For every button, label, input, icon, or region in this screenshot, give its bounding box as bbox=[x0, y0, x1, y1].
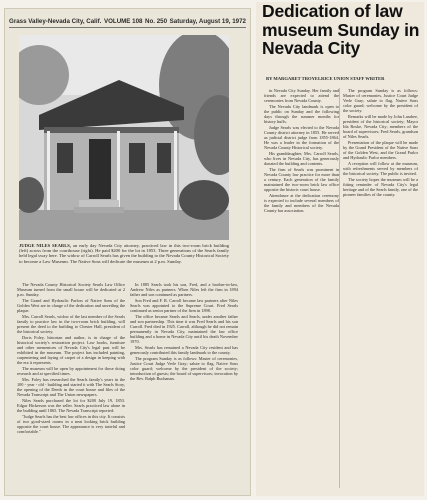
column-divider bbox=[339, 88, 340, 488]
paragraph: Doris Foley, historian and author, is in charge of the historical society's restoration project. Law books, furniture and other mementoes of Nevada City's legal past will be exhibited in the museum. The project has included painting, carpentering and laying of carpet of a design in keeping with the era it represents. bbox=[17, 335, 125, 365]
article-byline: BY MARGARET TROYELRICE UNION STAFF WRITER bbox=[266, 76, 385, 81]
article-column-1 bbox=[17, 282, 125, 494]
paragraph: The Nevada City landmark is open to the public on Sunday and the following days through the summer months for history buffs. bbox=[264, 104, 339, 124]
paragraph: Mrs. Carroll Searls, widow of the last member of the Searls family to practice law in the two-room brick building, will present the deed to the building to Chester Hall, president of the historical society. bbox=[17, 314, 125, 334]
caption-text: an early day Nevada City attorney, practiced law in this two-room brick building (left) across from the courthouse (right). He paid $200 for the lot in 1853. Three generations of the Searls family held legal sway here. The widow of Carroll Searls has given the building to the Nevada County Historical Society to become a Law Museum. The Native Sons will dedicate the museum at 2 p.m. Sunday. bbox=[19, 243, 229, 264]
newspaper-clipping-right bbox=[256, 2, 424, 496]
paragraph: Remarks will be made by John Larabee, president of the historical society; Mayor Ida Roske, Nevada City; members of the board of supervisors; Fred Searls, grandson of Niles Searls. bbox=[343, 114, 418, 139]
paragraph: The firm of Searls was prominent in Nevada County law practice for more than a century. Each generation of the family maintained the two-room brick law office opposite the historic court house. bbox=[264, 167, 339, 192]
paragraph: The society hopes the museum will be a fitting reminder of Nevada City's legal heritage and of the Searls family, one of the pioneer families of the county. bbox=[343, 177, 418, 197]
masthead-volume: VOLUME 108 bbox=[103, 17, 143, 25]
paragraph: In 1885 Searls took his son, Fred, and a brother-in-law, Andrew Niles as partners. When Niles left the firm in 1894 father and son continued as partners. bbox=[130, 282, 238, 297]
article-column-3 bbox=[264, 88, 339, 488]
paragraph: Mrs. Searls has remained a Nevada City resident and has generously contributed this family landmark to the county. bbox=[130, 345, 238, 355]
masthead-paper: Grass Valley-Nevada City, Calif. bbox=[9, 17, 102, 25]
paragraph: The museum will be open by appointment for those doing research and at specified times. bbox=[17, 366, 125, 376]
caption-lead: JUDGE NILES SEARLS, bbox=[19, 243, 71, 248]
paragraph: His granddaughter, Mrs. Carroll Searls, who lives in Nevada City, has generously donated the building and contents. bbox=[264, 151, 339, 166]
paragraph: Son Fred and F. R. Carroll became law partners after Niles Searls was appointed to the Supreme Court. Fred Searls continued as senior partner of the firm in 1898. bbox=[130, 298, 238, 313]
article-headline: Dedication of law museum Sunday in Nevada City bbox=[262, 2, 420, 58]
article-column-2 bbox=[130, 282, 238, 494]
paragraph: The office became Searls and Searls, under another father and son partnership. This time it was Fred Searls and his son Carroll. Fred died in 1925. Carroll, although he did not remain permanently in Nevada City, maintained the law office building and a home in Nevada City until his death November 1970. bbox=[130, 314, 238, 344]
masthead bbox=[9, 15, 246, 28]
paragraph: A reception will follow at the museum, with refreshments served by members of the historical society. The public is invited. bbox=[343, 161, 418, 176]
paragraph: Mrs. Foley has researched the Searls family's years in the 100 - year - old - building and started it with The Searls Story, the opening of the Deeds in the court house and files of the Nevada Transcript and The Union newspapers. bbox=[17, 377, 125, 397]
paragraph: The program Sunday is as follows: Master of ceremonies, Justice Court Judge Verle Gray; salute to flag, Native Sons color guard; welcome by the president of the society. bbox=[343, 88, 418, 113]
paragraph: Attendance at the dedication ceremony is expected to include several members of the family and members of the Nevada County bar association. bbox=[264, 193, 339, 213]
law-office-photo-illustration bbox=[19, 35, 229, 240]
paragraph: in Nevada City Sunday. Her family and friends are expected to attend the ceremonies from Nevada County. bbox=[264, 88, 339, 103]
paragraph: The Nevada County Historical Society Searls Law Office Museum turned from the small house will be dedicated at 2 p.m. Sunday. bbox=[17, 282, 125, 297]
paragraph: The program Sunday is as follows: Master of ceremonies, Justice Court Judge Verle Gray; salute to flag, Native Sons color guard; welcome by the president of the society; introduction of guests; the board of supervisors; invocation by the Rev. Ralph Buchanan. bbox=[130, 356, 238, 381]
paragraph: Niles Searls purchased the lot for $200 July 19, 1853. Edgar Hickerson was the seller. Searls practiced law alone in the building until 1865. The Nevada Transcript reported: bbox=[17, 398, 125, 413]
paragraph: Presentation of the plaque will be made by the Grand President of the Native Sons of the Golden West, and the Grand Parlor and Hydraulic Parlor members. bbox=[343, 140, 418, 160]
paragraph: Judge Searls was elected to the Nevada County district attorney in 1855. He served as judicial district judge from 1855-1864. He was a leader in the formation of the Nevada County Historical society. bbox=[264, 125, 339, 150]
law-office-photo bbox=[19, 35, 229, 240]
masthead-date: Saturday, August 19, 1972 bbox=[169, 17, 246, 25]
masthead-number: No. 250 bbox=[145, 17, 168, 25]
article-column-4 bbox=[343, 88, 418, 488]
photo-caption bbox=[19, 243, 229, 264]
paragraph: The Grand and Hydraulic Parlors of Native Sons of the Golden West are in charge of the dedication and unveiling the plaque. bbox=[17, 298, 125, 313]
paragraph: "Judge Searls has the best law offices in this city. It consists of two good-sized rooms in a neat looking brick building opposite the court house. The appearance is very tasteful and comfortable." bbox=[17, 414, 125, 434]
newspaper-clipping-left bbox=[4, 8, 251, 496]
